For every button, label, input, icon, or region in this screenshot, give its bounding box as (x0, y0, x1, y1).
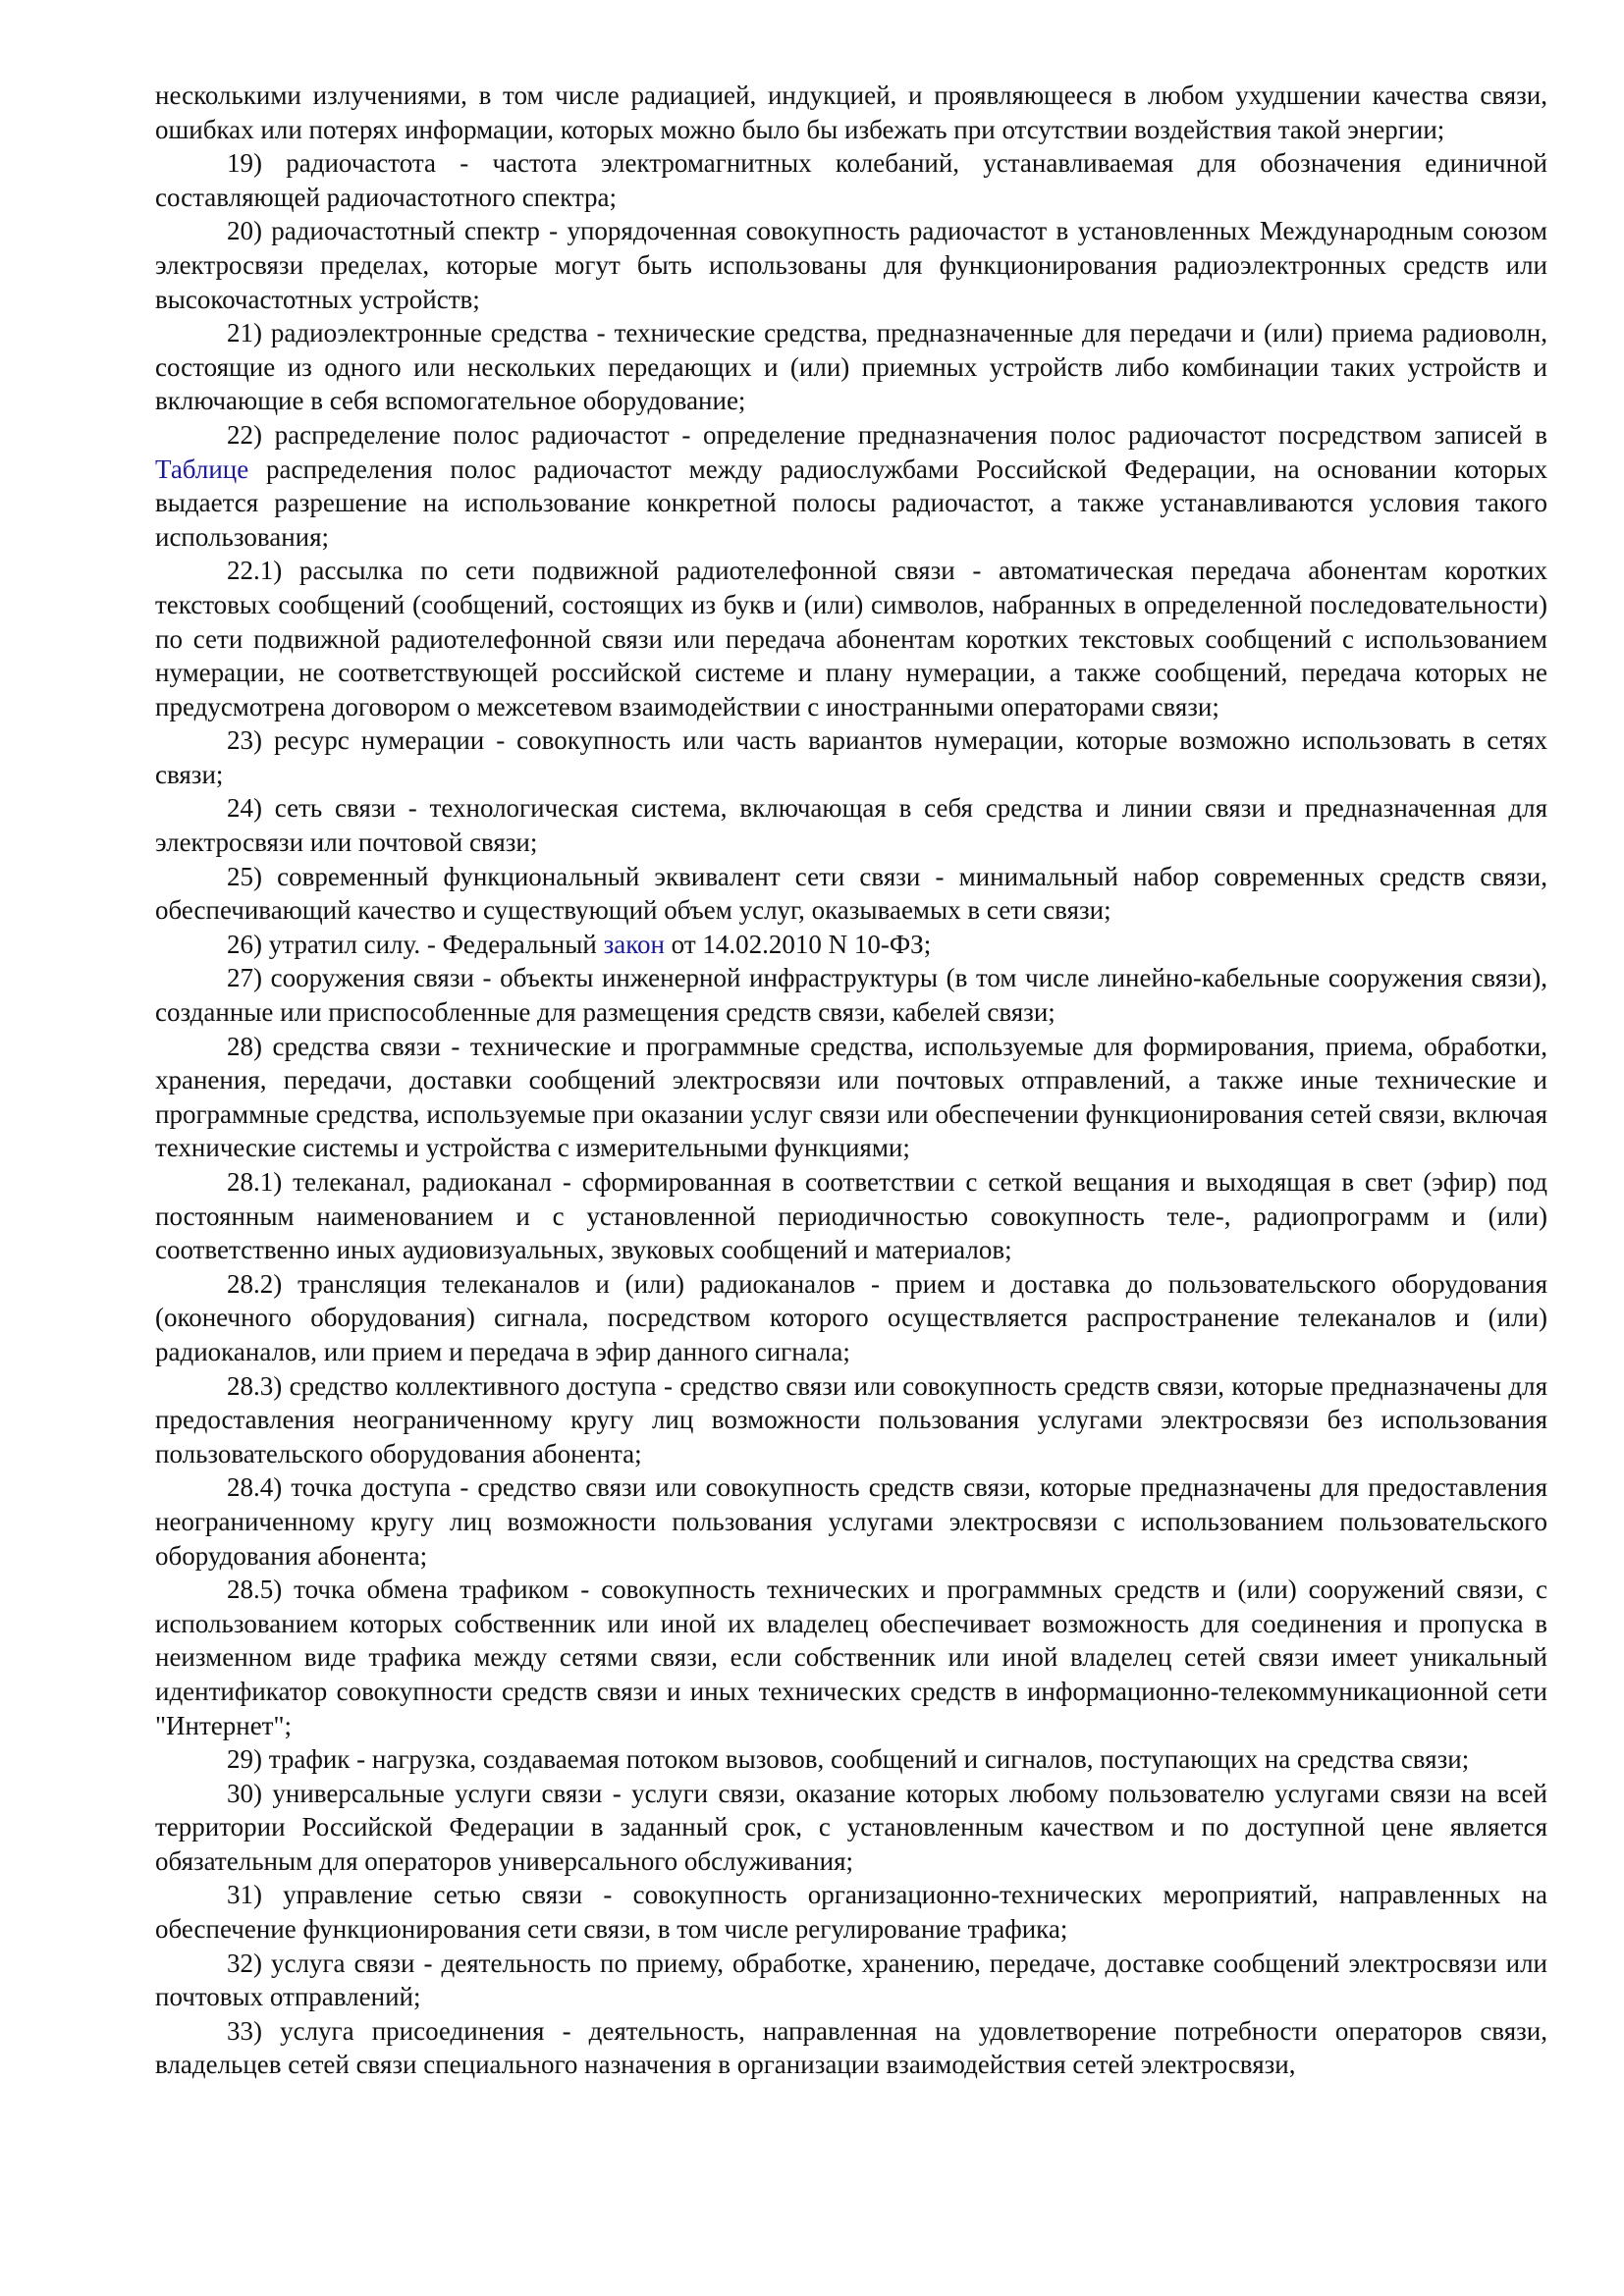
paragraph-26 (155, 928, 1547, 962)
paragraph-continuation: несколькими излучениями, в том числе радиацией, индукцией, и проявляющееся в любом ухудшении качества связи, ошибках или потерях информации, которых можно было бы избежать при отсутствии воздействия такой энергии; (155, 80, 1547, 144)
paragraph-28-4: 28.4) точка доступа - средство связи или совокупность средств связи, которые предназначены для предоставления неограниченному кругу лиц возможности пользования услугами электросвязи с использованием пользовательского оборудования абонента; (155, 1472, 1547, 1571)
paragraph-24: 24) сеть связи - технологическая система, включающая в себя средства и линии связи и предназначенная для электросвязи или почтовой связи; (155, 793, 1547, 858)
paragraph-30: 30) универсальные услуги связи - услуги связи, оказание которых любому пользователю услугами связи на всей территории Российской Федерации в заданный срок, с установленным качеством и по доступной цене является обязательным для операторов универсального обслуживания; (155, 1778, 1547, 1876)
paragraph-28: 28) средства связи - технические и программные средства, используемые для формирования, приема, обработки, хранения, передачи, доставки сообщений электросвязи или почтовых отправлений, а также иные технические и программные средства, используемые при оказании услуг связи или обеспечении функционирования сетей связи, включая технические системы и устройства с измерительными функциями; (155, 1031, 1547, 1163)
paragraph-33: 33) услуга присоединения - деятельность, направленная на удовлетворение потребности операторов связи, владельцев сетей связи специального назначения в организации взаимодействия сетей электросвязи, (155, 2015, 1547, 2080)
paragraph-25: 25) современный функциональный эквивалент сети связи - минимальный набор современных средств связи, обеспечивающий качество и существующий объем услуг, оказываемых в сети связи; (155, 861, 1547, 926)
paragraph-20: 20) радиочастотный спектр - упорядоченная совокупность радиочастот в установленных Международным союзом электросвязи пределах, которые могут быть использованы для функционирования радиоэлектронных средств или высокочастотных устройств; (155, 216, 1547, 314)
paragraph-28-1: 28.1) телеканал, радиоканал - сформированная в соответствии с сеткой вещания и выходящая в свет (эфир) под постоянным наименованием и с установленной периодичностью совокупность теле-, радиопрограмм и (или) соответственно иных аудиовизуальных, звуковых сообщений и материалов; (155, 1167, 1547, 1265)
paragraph-28-2: 28.2) трансляция телеканалов и (или) радиоканалов - прием и доставка до пользовательского оборудования (оконечного оборудования) сигнала, посредством которого осуществляется распространение телеканалов и (или) радиоканалов, или прием и передача в эфир данного сигнала; (155, 1268, 1547, 1366)
document-page (155, 79, 1547, 2082)
paragraph-27: 27) сооружения связи - объекты инженерной инфраструктуры (в том числе линейно-кабельные сооружения связи), созданные или приспособленные для размещения средств связи, кабелей связи; (155, 963, 1547, 1028)
paragraph-21: 21) радиоэлектронные средства - технические средства, предназначенные для передачи и (или) приема радиоволн, состоящие из одного или нескольких передающих и (или) приемных устройств либо комбинации таких устройств и включающие в себя вспомогательное оборудование; (155, 318, 1547, 416)
paragraph-32: 32) услуга связи - деятельность по приему, обработке, хранению, передаче, доставке сообщений электросвязи или почтовых отправлений; (155, 1948, 1547, 2012)
paragraph-22 (155, 418, 1547, 554)
paragraph-31: 31) управление сетью связи - совокупность организационно-технических мероприятий, направленных на обеспечение функционирования сети связи, в том числе регулирование трафика; (155, 1880, 1547, 1945)
paragraph-22-text-after: распределения полос радиочастот между радиослужбами Российской Федерации, на основании которых выдается разрешение на использование конкретной полосы радиочастот, а также устанавливаются условия такого использования; (155, 454, 1547, 552)
paragraph-29: 29) трафик - нагрузка, создаваемая потоком вызовов, сообщений и сигналов, поступающих на средства связи; (227, 1744, 1470, 1775)
paragraph-26-text-before: 26) утратил силу. - Федеральный (227, 929, 604, 959)
table-link[interactable]: Таблице (155, 454, 249, 484)
paragraph-23: 23) ресурс нумерации - совокупность или часть вариантов нумерации, которые возможно использовать в сетях связи; (155, 725, 1547, 789)
paragraph-22-1: 22.1) рассылка по сети подвижной радиотелефонной связи - автоматическая передача абонентам коротких текстовых сообщений (сообщений, состоящих из букв и (или) символов, набранных в определенной последовательности) по сети подвижной радиотелефонной связи или передача абонентам коротких текстовых сообщений с использованием нумерации, не соответствующей российской системе и плану нумерации, а также сообщений, передача которых не предусмотрена договором о межсетевом взаимодействии с иностранными операторами связи; (155, 556, 1547, 721)
paragraph-22-text-before: 22) распределение полос радиочастот - определение предназначения полос радиочастот посредством записей в (227, 419, 1547, 450)
paragraph-28-3: 28.3) средство коллективного доступа - средство связи или совокупность средств связи, которые предназначены для предоставления неограниченному кругу лиц возможности пользования услугами электросвязи без использования пользовательского оборудования абонента; (155, 1370, 1547, 1468)
paragraph-19: 19) радиочастота - частота электромагнитных колебаний, устанавливаемая для обозначения единичной составляющей радиочастотного спектра; (155, 148, 1547, 212)
paragraph-26-text-after: от 14.02.2010 N 10-ФЗ; (664, 929, 932, 959)
paragraph-28-5: 28.5) точка обмена трафиком - совокупность технических и программных средств и (или) сооружений связи, с использованием которых собственник или иной их владелец обеспечивает возможность для соединения и пропуска в неизменном виде трафика между сетями связи, если собственник или иной владелец сетей связи имеет уникальный идентификатор совокупности средств связи и иных технических средств в информационно-телекоммуникационной сети "Интернет"; (155, 1575, 1547, 1740)
law-link[interactable]: закон (603, 929, 665, 959)
